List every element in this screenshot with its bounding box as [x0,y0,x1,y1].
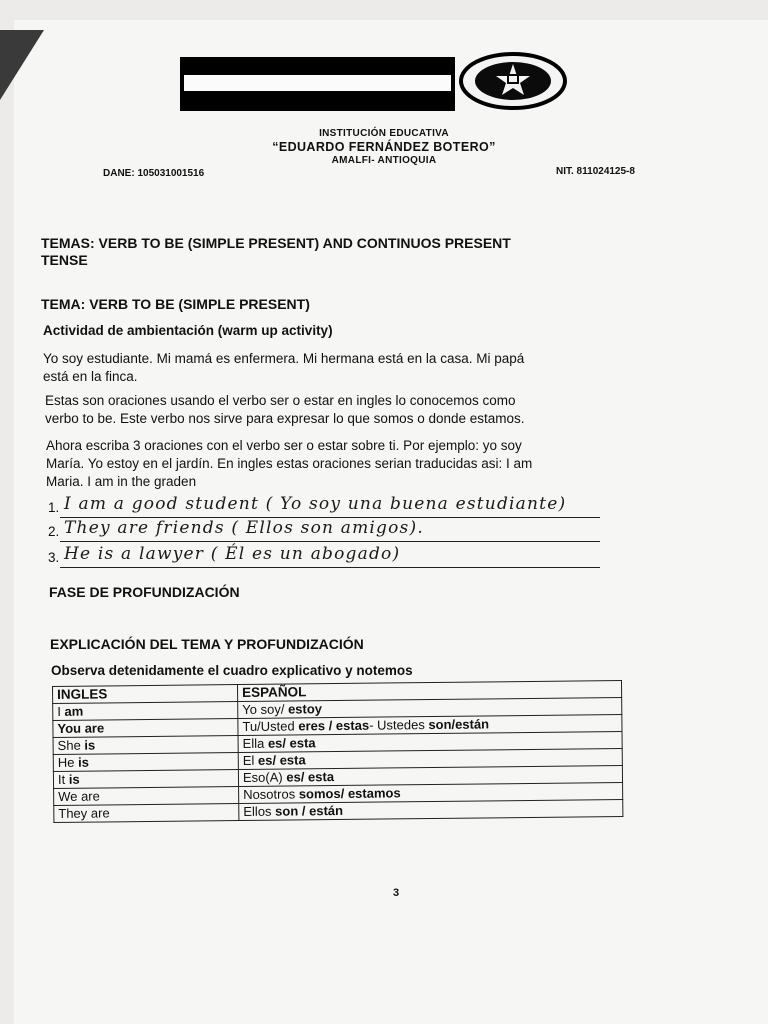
cell-espanol: Eso(A) es/ esta [238,766,622,787]
institution-location: AMALFI- ANTIOQUIA [331,155,437,166]
institution-type: INSTITUCIÓN EDUCATIVA [319,128,449,139]
cell-ingles: I am [53,702,238,721]
verb-table [52,680,623,823]
cell-ingles: They are [54,804,239,823]
cell-ingles: It is [53,770,238,789]
background-corner [0,30,44,100]
flag-white-band [184,75,451,91]
answer-number: 1. [48,500,60,515]
cell-espanol: Yo soy/ estoy [238,698,622,719]
activity-title: Actividad de ambientación (warm up activity) [43,323,333,338]
answer-number: 2. [48,524,60,539]
cell-ingles: You are [53,719,238,738]
handwritten-answer: I am a good student ( Yo soy una buena estudiante) [64,494,567,514]
temas-heading-line2: TENSE [41,252,88,268]
cell-ingles: He is [53,753,238,772]
cell-espanol: Ella es/ esta [238,732,622,753]
tema-heading: TEMA: VERB TO BE (SIMPLE PRESENT) [41,296,310,312]
header-ingles: INGLES [53,685,238,704]
paragraph2-line2: verbo to be. Este verbo nos sirve para expresar lo que somos o donde estamos. [45,411,525,426]
temas-heading-line1: TEMAS: VERB TO BE (SIMPLE PRESENT) AND CONTINUOS PRESENT [41,235,511,251]
fase-heading: FASE DE PROFUNDIZACIÓN [49,584,240,600]
cell-ingles: We are [54,787,239,806]
paragraph1-line1: Yo soy estudiante. Mi mamá es enfermera. Mi hermana está en la casa. Mi papá [43,351,525,366]
institution-name: “EDUARDO FERNÁNDEZ BOTERO” [272,140,496,154]
answer-underline [60,567,600,568]
answer-number: 3. [48,550,60,565]
paragraph2-line1: Estas son oraciones usando el verbo ser o estar en ingles lo conocemos como [45,393,516,408]
handwritten-answer: They are friends ( Ellos son amigos). [64,518,424,538]
handwritten-answer: He is a lawyer ( Él es un abogado) [64,544,401,564]
cell-espanol: El es/ esta [238,749,622,770]
observa-instruction: Observa detenidamente el cuadro explicativo y notemos [51,663,413,678]
institution-seal-icon [457,52,569,110]
paragraph3-line2: María. Yo estoy en el jardín. En ingles estas oraciones serian traducidas asi: I am [46,456,533,471]
explicacion-heading: EXPLICACIÓN DEL TEMA Y PROFUNDIZACIÓN [50,636,364,652]
cell-espanol: Nosotros somos/ estamos [239,783,623,804]
institution-flag [180,57,455,111]
header-espanol: ESPAÑOL [237,681,621,702]
paragraph1-line2: está en la finca. [43,369,138,384]
cell-espanol: Ellos son / están [239,800,623,821]
cell-espanol: Tu/Usted eres / estas- Ustedes son/están [238,715,622,736]
page-number: 3 [393,887,400,899]
paragraph3-line3: Maria. I am in the graden [46,474,197,489]
answer-underline [60,541,600,542]
cell-ingles: She is [53,736,238,755]
nit-code: NIT. 811024125-8 [556,166,635,177]
paragraph3-line1: Ahora escriba 3 oraciones con el verbo ser o estar sobre ti. Por ejemplo: yo soy [46,438,522,453]
dane-code: DANE: 105031001516 [103,168,205,179]
